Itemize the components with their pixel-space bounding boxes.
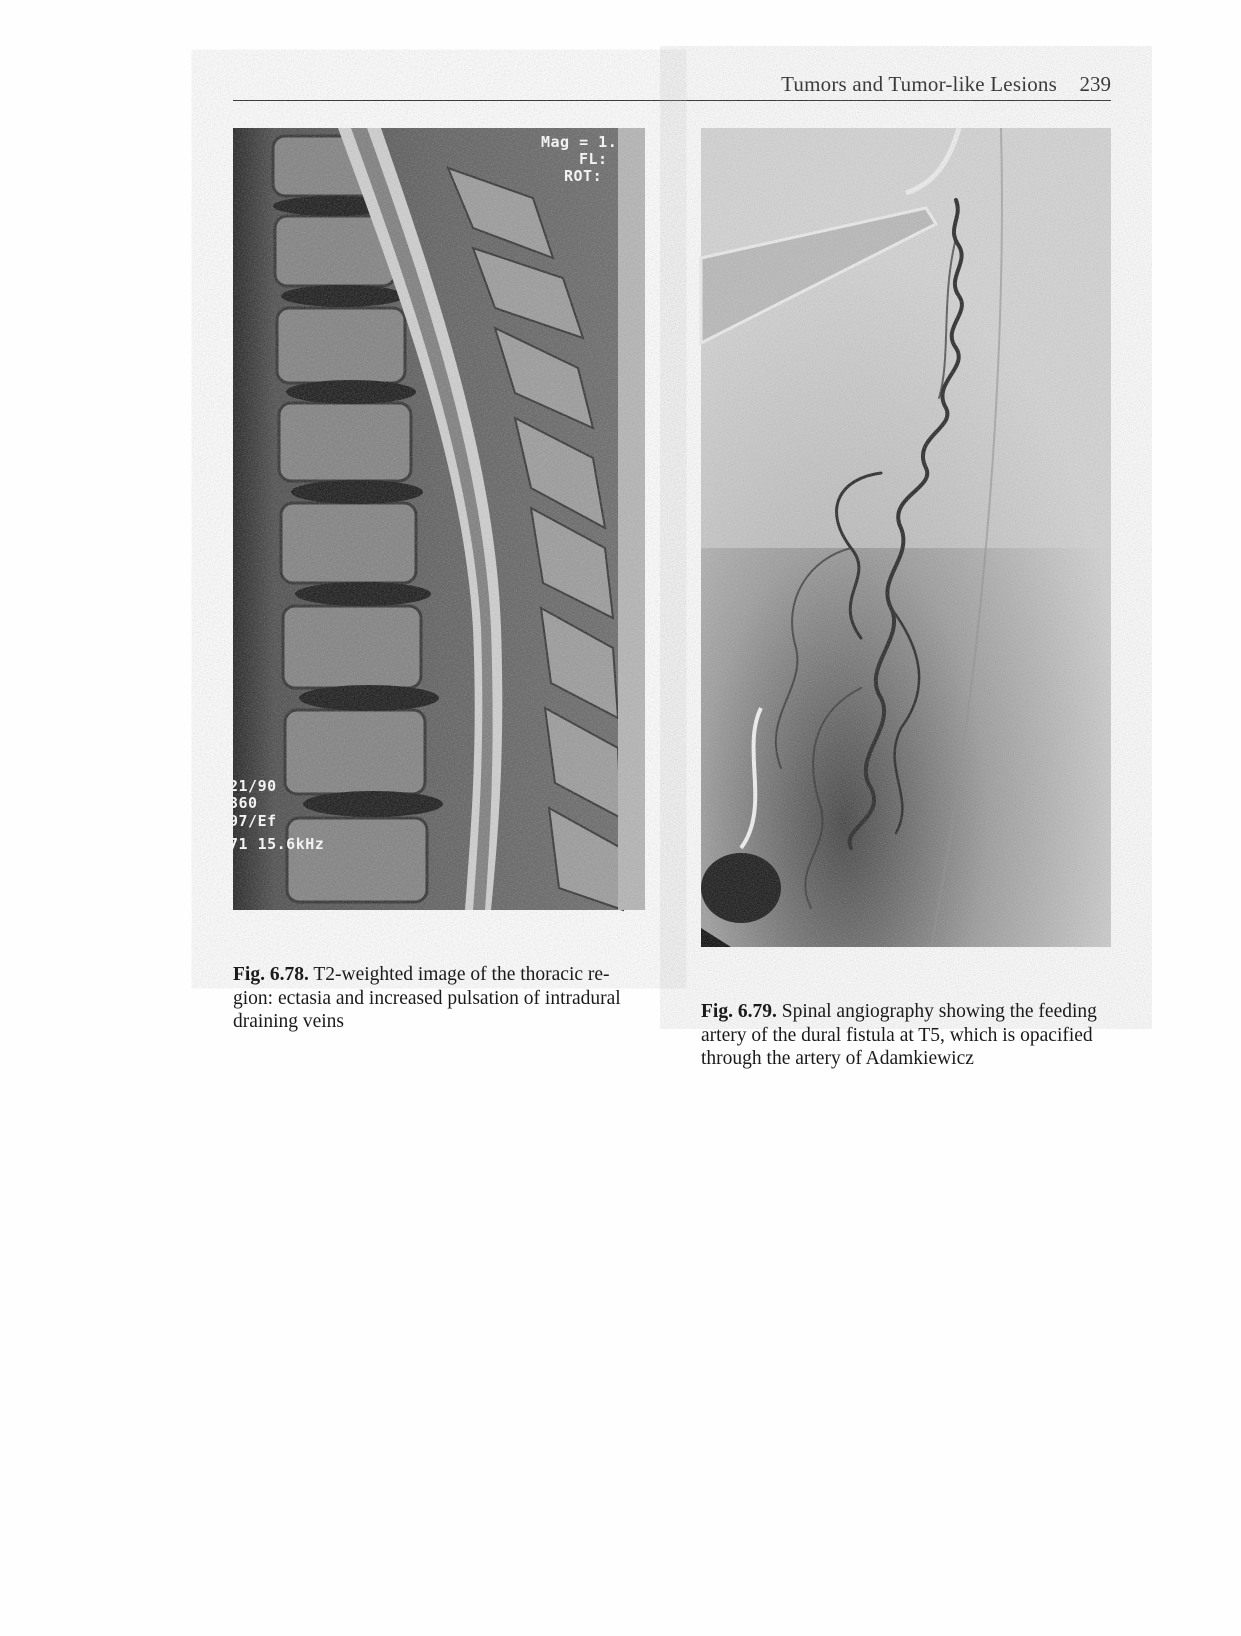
caption-label: Fig. 6.78. bbox=[233, 964, 309, 985]
caption-line: T2-weighted image of the thoracic re- bbox=[313, 964, 610, 985]
overlay-line-2: 360 bbox=[229, 794, 258, 812]
caption-line: Spinal angiography showing the feeding bbox=[781, 1001, 1097, 1022]
overlay-line-1: 21/90 bbox=[229, 777, 277, 795]
running-header bbox=[233, 70, 1111, 101]
overlay-fl: FL: bbox=[579, 150, 608, 168]
caption-label: Fig. 6.79. bbox=[701, 1001, 777, 1022]
caption-line: through the artery of Adamkiewicz bbox=[701, 1048, 974, 1069]
caption-line: draining veins bbox=[233, 1011, 345, 1032]
overlay-mag: Mag = 1. bbox=[541, 133, 618, 151]
figure-6-79-angiography-image bbox=[701, 128, 1111, 947]
page-number: 239 bbox=[1079, 72, 1111, 96]
figure-6-79-caption bbox=[701, 1000, 1111, 1071]
caption-line: artery of the dural fistula at T5, which is opacified bbox=[701, 1024, 1093, 1046]
overlay-line-4: 71 15.6kHz bbox=[229, 835, 325, 853]
figure-6-78-mri-image bbox=[229, 128, 645, 910]
overlay-line-3: 97/Ef bbox=[229, 812, 277, 830]
caption-line: gion: ectasia and increased pulsation of intradural bbox=[233, 987, 621, 1009]
header-title: Tumors and Tumor-like Lesions bbox=[781, 72, 1057, 96]
figure-6-78-caption bbox=[233, 963, 633, 1034]
overlay-rot: ROT: bbox=[564, 167, 603, 185]
